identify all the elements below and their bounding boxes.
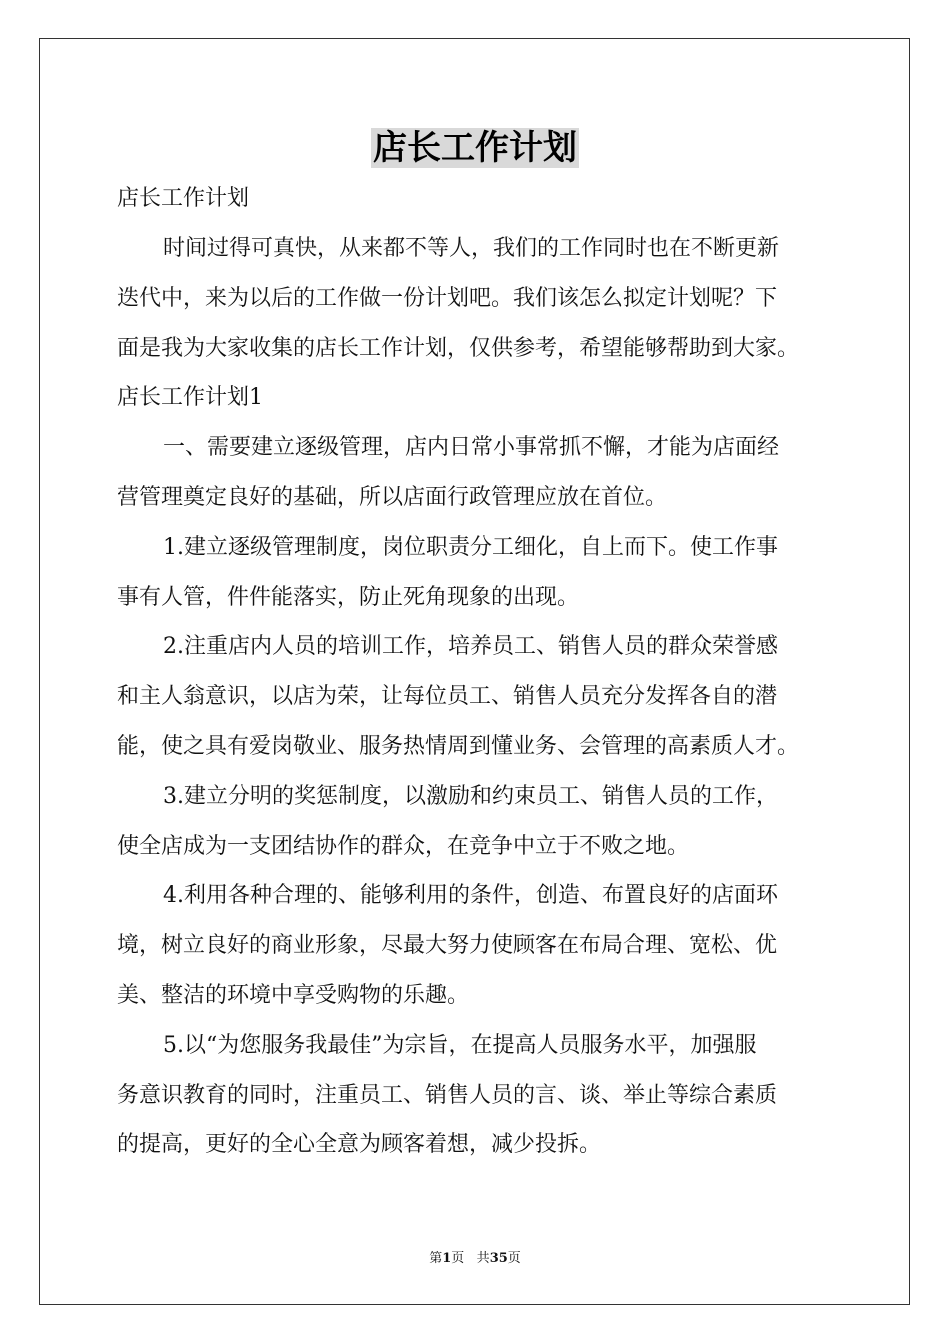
item3-line-2: 使全店成为一支团结协作的群众，在竞争中立于不败之地。	[117, 834, 690, 859]
item3-line-1: 3.建立分明的奖惩制度，以激励和约束员工、销售人员的工作，	[163, 784, 778, 809]
item5-line-1: 5.以“为您服务我最佳”为宗旨，在提高人员服务水平，加强服	[163, 1033, 757, 1058]
item5-line-2: 务意识教育的同时，注重员工、销售人员的言、谈、举止等综合素质	[117, 1083, 778, 1108]
intro-line-1: 时间过得可真快，从来都不等人，我们的工作同时也在不断更新	[163, 236, 780, 261]
item5-line-3: 的提高，更好的全心全意为顾客着想，减少投拆。	[117, 1132, 602, 1157]
intro-line-3: 面是我为大家收集的店长工作计划，仅供参考，希望能够帮助到大家。	[117, 336, 800, 361]
footer-page-suffix: 页	[451, 1251, 465, 1266]
document-title	[0, 124, 950, 172]
para-one-line-2: 营管理奠定良好的基础，所以店面行政管理应放在首位。	[117, 485, 668, 510]
item4-line-1: 4.利用各种合理的、能够利用的条件，创造、布置良好的店面环	[163, 883, 778, 908]
footer-total-prefix: 共	[476, 1251, 490, 1266]
intro-line-2: 迭代中，来为以后的工作做一份计划吧。我们该怎么拟定计划呢？下	[117, 286, 778, 311]
item2-line-1: 2.注重店内人员的培训工作，培养员工、销售人员的群众荣誉感	[163, 634, 778, 659]
document-title-text: 店长工作计划	[373, 128, 577, 168]
item2-line-3: 能，使之具有爱岗敬业、服务热情周到懂业务、会管理的高素质人才。	[117, 734, 800, 759]
footer-total-suffix: 页	[507, 1251, 521, 1266]
footer-page-number: 1	[442, 1251, 452, 1266]
footer-page-prefix: 第	[429, 1251, 443, 1266]
item2-line-2: 和主人翁意识，以店为荣，让每位员工、销售人员充分发挥各自的潜	[117, 684, 778, 709]
item4-line-2: 境，树立良好的商业形象，尽最大努力使顾客在布局合理、宽松、优	[117, 933, 778, 958]
footer-total-pages: 35	[489, 1251, 508, 1266]
page-border	[39, 38, 910, 1305]
subtitle: 店长工作计划	[117, 186, 250, 211]
para-one-line-1: 一、需要建立逐级管理，店内日常小事常抓不懈，才能为店面经	[163, 435, 780, 460]
item1-line-1: 1.建立逐级管理制度，岗位职责分工细化，自上而下。使工作事	[163, 535, 778, 560]
item1-line-2: 事有人管，件件能落实，防止死角现象的出现。	[117, 585, 580, 610]
item4-line-3: 美、整洁的环境中享受购物的乐趣。	[117, 983, 470, 1008]
page-footer	[0, 1247, 950, 1266]
section-heading: 店长工作计划1	[117, 385, 263, 410]
